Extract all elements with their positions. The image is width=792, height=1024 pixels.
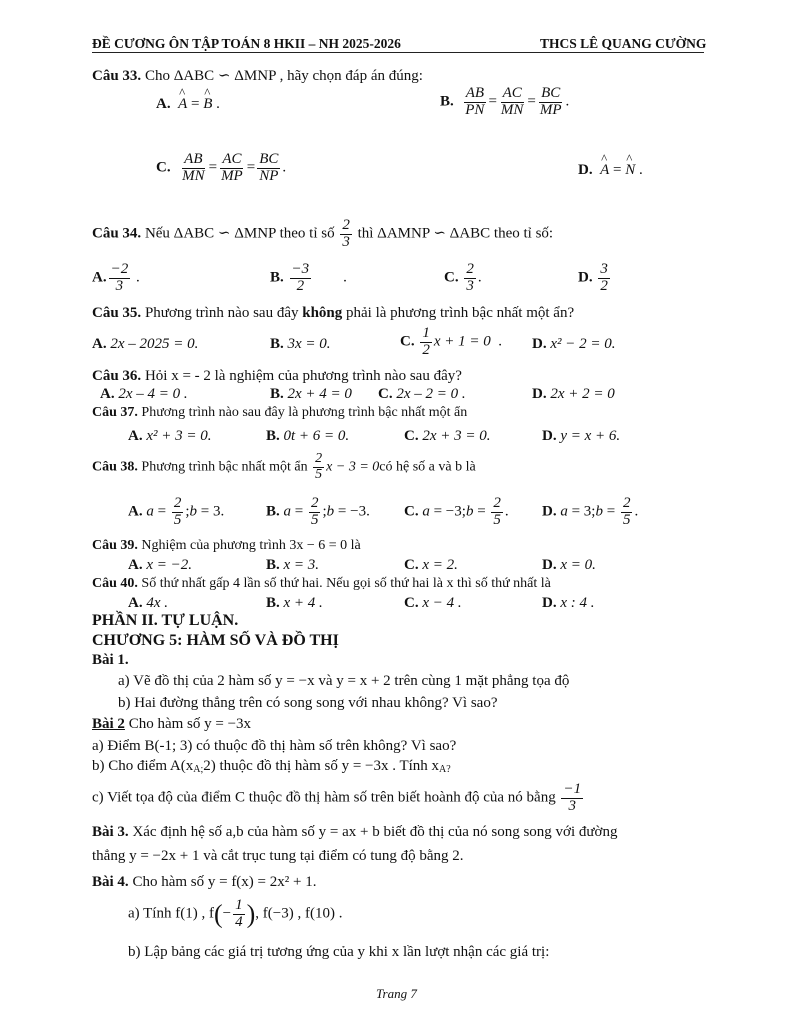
q36-option-c: C. 2x – 2 = 0 . xyxy=(378,386,466,402)
q38-option-a: A. a = $\frac{2}{5}$ ;b = 3. xyxy=(128,495,225,528)
bai4-stem: Bài 4. Cho hàm số y = f(x) = 2x² + 1. xyxy=(92,874,317,890)
q33-option-a: A. ^ A = ^ B . xyxy=(156,96,220,113)
q35-option-c: C. $\frac{1}{2}$ x + 1 = 0 . xyxy=(400,325,502,358)
header-divider xyxy=(92,52,704,53)
bai1-a: a) Vẽ đồ thị của 2 hàm số y = −x và y = x + 2 trên cùng 1 mặt phẳng tọa độ xyxy=(118,673,570,689)
q39-option-b: B. x = 3. xyxy=(266,557,320,573)
q40-stem: Câu 40. Số thứ nhất gấp 4 lần số thứ hai. Nếu gọi số thứ hai là x thì số thứ nhất là xyxy=(92,576,551,591)
q33-option-d: D. ^ A = ^ N . xyxy=(578,162,643,179)
q33-label: Câu 33. xyxy=(92,68,142,84)
q38-stem: Câu 38. Phương trình bậc nhất một ẩn $\frac{2}{5}$ x − 3 = 0có hệ số a và b là xyxy=(92,451,476,482)
bai2-a: a) Điểm B(-1; 3) có thuộc đồ thị hàm số trên không? Vì sao? xyxy=(92,738,457,754)
q38-option-b: B. a = $\frac{2}{5}$ ;b = −3. xyxy=(266,495,370,528)
q40-option-a: A. 4x . xyxy=(128,595,169,611)
q34-option-a: A. $\frac{-2}{3}$ . xyxy=(92,261,140,294)
q37-option-b: B. 0t + 6 = 0. xyxy=(266,428,350,444)
q33-text: Cho ΔABC ∽ ΔMNP , hãy chọn đáp án đúng: xyxy=(144,68,423,84)
q35-emphasis: không xyxy=(302,305,343,321)
q34-label: Câu 34. xyxy=(92,225,142,242)
q34-option-c: C. $\frac{2}{3}$ . xyxy=(444,261,482,294)
bai3-line1: Bài 3. Xác định hệ số a,b của hàm số y = ax + b biết đồ thị của nó song song với đường xyxy=(92,824,618,840)
bai4-b: b) Lập bảng các giá trị tương ứng của y khi x lần lượt nhận các giá trị: xyxy=(128,944,550,960)
q35-option-d: D. x² − 2 = 0. xyxy=(532,336,616,352)
header-right: THCS LÊ QUANG CƯỜNG xyxy=(540,36,707,51)
q33-option-c: C. $\frac{AB}{MN}$ = $\frac{AC}{MP}$ = $\frac{BC}{NP}$ . xyxy=(156,151,287,184)
q40-option-d: D. x : 4 . xyxy=(542,595,595,611)
bai2-c: c) Viết tọa độ của điểm C thuộc đồ thị hàm số trên biết hoành độ của nó bằng $\frac{-1}{3}$ xyxy=(92,781,582,814)
q36-stem: Câu 36. Hỏi x = - 2 là nghiệm của phương trình nào sau đây? xyxy=(92,368,462,384)
q35-option-b: B. 3x = 0. xyxy=(270,336,331,352)
q40-option-c: C. x − 4 . xyxy=(404,595,462,611)
q39-option-a: A. x = −2. xyxy=(128,557,192,573)
q34-stem: Câu 34. Nếu ΔABC ∽ ΔMNP theo tỉ số $\frac{2}{3}$ thì ΔAMNP ∽ ΔABC theo tỉ số: xyxy=(92,217,554,250)
q38-option-d: D. a = 3;b = $\frac{2}{5}$ . xyxy=(542,495,639,528)
q37-option-a: A. x² + 3 = 0. xyxy=(128,428,212,444)
q36-option-d: D. 2x + 2 = 0 xyxy=(532,386,615,402)
chapter-heading: CHƯƠNG 5: HÀM SỐ VÀ ĐỒ THỊ xyxy=(92,632,339,649)
q38-option-c: C. a = −3;b = $\frac{2}{5}$ . xyxy=(404,495,509,528)
part2-heading: PHẦN II. TỰ LUẬN. xyxy=(92,612,239,629)
q37-stem: Câu 37. Phương trình nào sau đây là phương trình bậc nhất một ẩn xyxy=(92,405,468,420)
q34-ratio: $\frac{2}{3}$ xyxy=(342,217,350,250)
q39-option-d: D. x = 0. xyxy=(542,557,596,573)
bai2-b: b) Cho điểm $A(x_{A;}2)$ thuộc đồ thị hàm số y = −3x . Tính $x_{A?}$ xyxy=(92,758,451,775)
q36-option-a: A. 2x – 4 = 0 . xyxy=(100,386,188,402)
q33-stem xyxy=(92,66,423,85)
q35-stem: Câu 35. Phương trình nào sau đây không phải là phương trình bậc nhất một ẩn? xyxy=(92,305,575,321)
bai4-a: a) Tính f(1) , f(− $\frac{1}{4}$ ), f(−3) , f(10) . xyxy=(128,897,343,930)
q40-option-b: B. x + 4 . xyxy=(266,595,323,611)
bai1-title: Bài 1. xyxy=(92,652,129,668)
q39-stem: Câu 39. Nghiệm của phương trình 3x − 6 = 0 là xyxy=(92,538,361,553)
q37-option-c: C. 2x + 3 = 0. xyxy=(404,428,491,444)
q39-option-c: C. x = 2. xyxy=(404,557,458,573)
q34-option-d: D. $\frac{3}{2}$ xyxy=(578,261,608,294)
q35-option-a: A. 2x – 2025 = 0. xyxy=(92,336,199,352)
q34-option-b: B. $\frac{-3}{2}$ . xyxy=(270,261,347,294)
header-left: ĐỀ CƯƠNG ÔN TẬP TOÁN 8 HKII – NH 2025-2026 xyxy=(92,36,401,51)
bai2-stem: Bài 2 Cho hàm số y = −3x xyxy=(92,716,252,732)
bai3-line2: thẳng y = −2x + 1 và cắt trục tung tại điểm có tung độ bằng 2. xyxy=(92,848,464,864)
q33-option-b: B. $\frac{AB}{PN}$ = $\frac{AC}{MN}$ = $\frac{BC}{MP}$ . xyxy=(440,85,570,118)
q37-option-d: D. y = x + 6. xyxy=(542,428,621,444)
q36-option-b: B. 2x + 4 = 0 xyxy=(270,386,352,402)
page-number: Trang 7 xyxy=(376,986,417,1001)
bai1-b: b) Hai đường thẳng trên có song song với nhau không? Vì sao? xyxy=(118,695,498,711)
